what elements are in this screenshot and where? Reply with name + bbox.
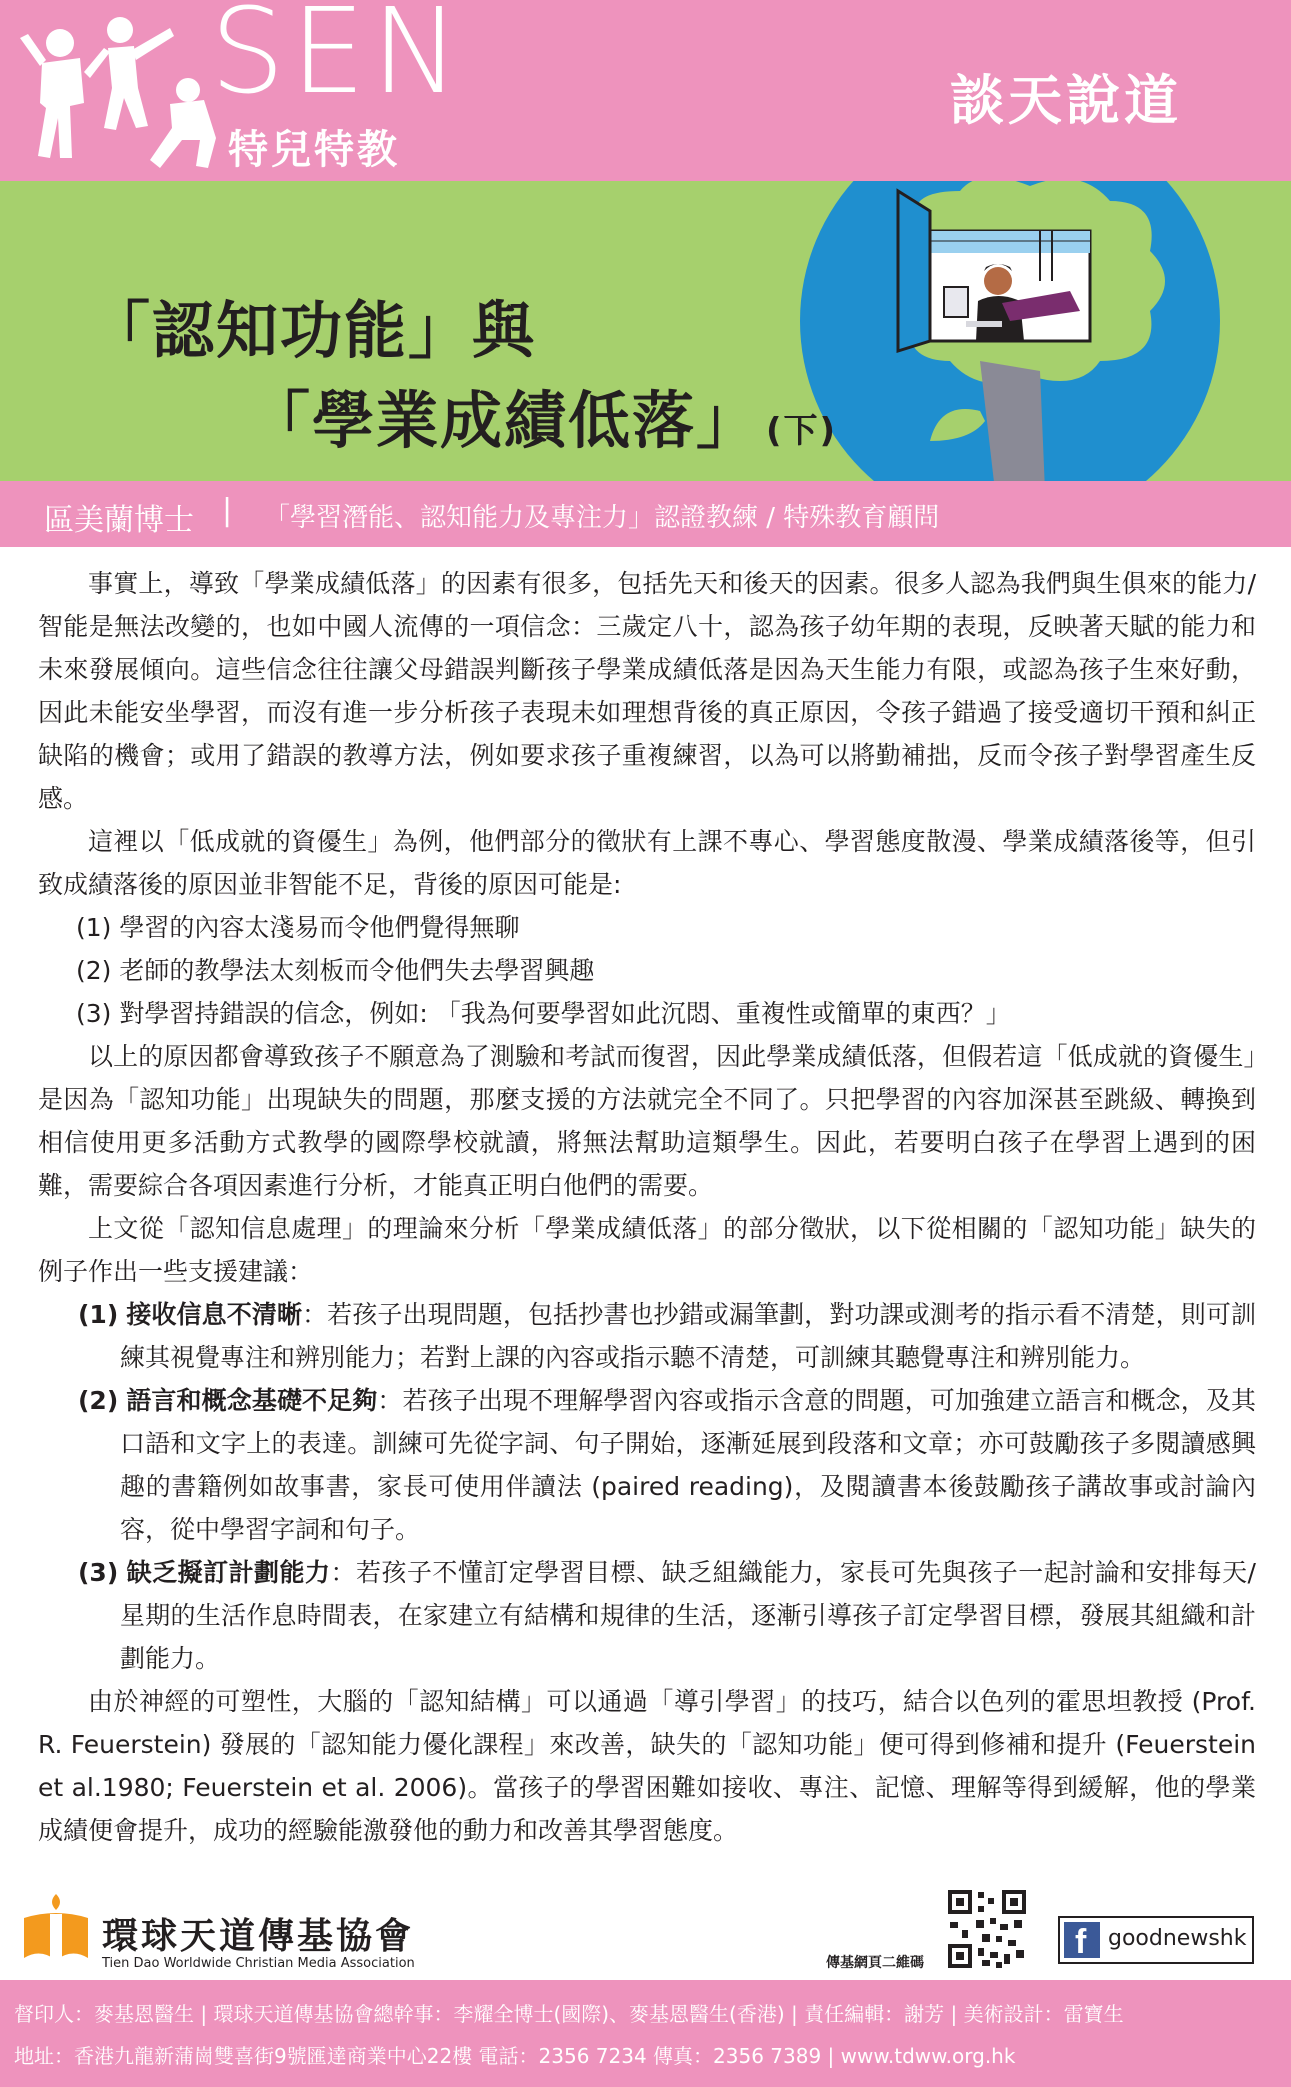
suggestion-number: (1) bbox=[78, 1300, 119, 1329]
facebook-name: goodnewshk bbox=[1108, 1926, 1247, 1951]
suggestion-item-2 bbox=[38, 1379, 1256, 1551]
suggestion-text: ：若孩子出現問題，包括抄書也抄錯或漏筆劃，對功課或測考的指示看不清楚，則可訓練其視覺專注和辨別能力；若對上課的內容或指示聽不清楚，可訓練其聽覺專注和辨別能力。 bbox=[120, 1300, 1256, 1372]
brand-logo: SEN bbox=[210, 0, 466, 120]
header-band bbox=[0, 0, 1291, 181]
suggestion-number: (2) bbox=[78, 1386, 119, 1415]
org-english-name: Tien Dao Worldwide Christian Media Association bbox=[102, 1956, 415, 1971]
illustration-person-in-window bbox=[780, 181, 1220, 481]
suggestion-heading: 接收信息不清晰 bbox=[126, 1300, 303, 1329]
title-line-2 bbox=[248, 371, 837, 460]
column-title: 談天說道 bbox=[950, 69, 1182, 132]
suggestion-text: ：若孩子不懂訂定學習目標、缺乏組織能力，家長可先與孩子一起討論和安排每天/星期的生活作息時間表，在家建立有結構和規律的生活，逐漸引導孩子訂定學習目標，發展其組織和計劃能力。 bbox=[120, 1558, 1256, 1673]
suggestion-item-3 bbox=[38, 1551, 1256, 1680]
author-band bbox=[0, 481, 1291, 547]
org-logo-icon bbox=[18, 1888, 94, 1964]
org-name: 環球天道傳基協會 bbox=[102, 1916, 415, 1957]
footer-address: 地址：香港九龍新蒲崗雙喜街9號匯達商業中心22樓 電話：2356 7234 傳真：2356 7389 | www.tdww.org.hk bbox=[14, 2044, 1016, 2068]
paragraph-3: 以上的原因都會導致孩子不願意為了測驗和考試而復習，因此學業成績低落，但假若這「低成就的資優生」是因為「認知功能」出現缺失的問題，那麼支援的方法就完全不同了。只把學習的內容加深甚至跳級、轉換到相信使用更多活動方式教學的國際學校就讀，將無法幫助這類學生。因此，若要明白孩子在學習上遇到的困難，需要綜合各項因素進行分析，才能真正明白他們的需要。 bbox=[38, 1042, 1256, 1200]
paragraph-2: 這裡以「低成就的資優生」為例，他們部分的徵狀有上課不專心、學習態度散漫、學業成績落後等，但引致成績落後的原因並非智能不足，背後的原因可能是: bbox=[38, 827, 1256, 899]
author-name: 區美蘭博士 bbox=[44, 503, 194, 538]
article-body bbox=[38, 562, 1256, 1852]
title-band bbox=[0, 181, 1291, 481]
suggestion-heading: 缺乏擬訂計劃能力 bbox=[126, 1558, 331, 1587]
footer-band bbox=[0, 1980, 1291, 2087]
footer-credits: 督印人：麥基恩醫生 | 環球天道傳基協會總幹事：李耀全博士(國際)、麥基恩醫生(香港) | 責任編輯：謝芳 | 美術設計：雷寶生 bbox=[14, 2002, 1124, 2026]
list-item: (1) 學習的內容太淺易而令他們覺得無聊 bbox=[76, 913, 520, 942]
children-silhouette-icon bbox=[20, 8, 220, 178]
suggestion-item-1 bbox=[38, 1293, 1256, 1379]
paragraph-4: 上文從「認知信息處理」的理論來分析「學業成績低落」的部分徵狀，以下從相關的「認知功能」缺失的例子作出一些支援建議： bbox=[38, 1214, 1256, 1286]
paragraph-1: 事實上，導致「學業成績低落」的因素有很多，包括先天和後天的因素。很多人認為我們與生俱來的能力/智能是無法改變的，也如中國人流傳的一項信念：三歲定八十，認為孩子幼年期的表現，反映著天賦的能力和未來發展傾向。這些信念往往讓父母錯誤判斷孩子學業成績低落是因為天生能力有限，或認為孩子生來好動，因此未能安坐學習，而沒有進一步分析孩子表現未如理想背後的真正原因，令孩子錯過了接受適切干預和糾正缺陷的機會；或用了錯誤的教導方法，例如要求孩子重複練習，以為可以將勤補拙，反而令孩子對學習產生反感。 bbox=[38, 569, 1256, 813]
suggestion-heading: 語言和概念基礎不足夠 bbox=[126, 1386, 378, 1415]
list-item: (2) 老師的教學法太刻板而令他們失去學習興趣 bbox=[76, 956, 595, 985]
facebook-link[interactable] bbox=[1058, 1916, 1254, 1964]
facebook-icon: f bbox=[1064, 1922, 1100, 1958]
author-title: 「學習潛能、認知能力及專注力」認證教練 / 特殊教育顧問 bbox=[264, 503, 940, 533]
title-line-2-text: 「學業成績低落」 bbox=[248, 384, 761, 457]
suggestion-number: (3) bbox=[78, 1558, 119, 1587]
title-part: (下) bbox=[766, 411, 838, 451]
qr-code-label: 傳基網頁二維碼 bbox=[826, 1955, 924, 1971]
paragraph-5: 由於神經的可塑性，大腦的「認知結構」可以通過「導引學習」的技巧，結合以色列的霍思坦教授 (Prof. R. Feuerstein) 發展的「認知能力優化課程」來改善，缺失的「認知功能」便可得到修補和提升 (Feuerstein et al.1980; Feuerstein et al. 2006)。當孩子的學習困難如接收、專注、記憶、理解等得到緩解，他的學業成績便會提升，成功的經驗能激發他的動力和改善其學習態度。 bbox=[38, 1687, 1256, 1845]
brand-subtitle: 特兒特教 bbox=[228, 127, 400, 173]
title-line-1: 「認知功能」與 bbox=[88, 294, 537, 367]
list-item: (3) 對學習持錯誤的信念，例如: 「我為何要學習如此沉悶、重複性或簡單的東西？」 bbox=[76, 999, 1011, 1028]
qr-code-icon[interactable] bbox=[948, 1890, 1026, 1968]
author-separator: | bbox=[222, 493, 233, 528]
suggestion-text: ：若孩子出現不理解學習內容或指示含意的問題，可加強建立語言和概念，及其口語和文字上的表達。訓練可先從字詞、句子開始，逐漸延展到段落和文章；亦可鼓勵孩子多閱讀感興趣的書籍例如故事書，家長可使用伴讀法 (paired reading)，及閱讀書本後鼓勵孩子講故事或討論內容，從中學習字詞和句子。 bbox=[120, 1386, 1256, 1544]
